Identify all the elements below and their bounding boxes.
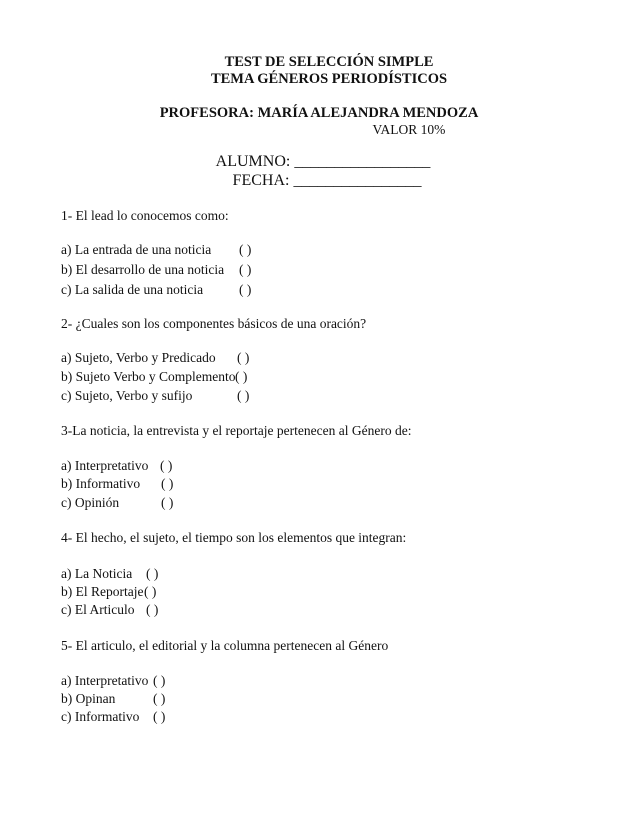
answer-mark: ( ) (146, 602, 159, 617)
teacher-name: PROFESORA: MARÍA ALEJANDRA MENDOZA (159, 105, 479, 121)
answer-mark: ( ) (161, 476, 174, 491)
answer-mark: ( ) (235, 369, 248, 384)
test-value: VALOR 10% (372, 122, 446, 137)
title-line-2: TEMA GÉNEROS PERIODÍSTICOS (210, 71, 448, 87)
answer-mark: ( ) (239, 242, 252, 257)
option-label: c) El Articulo (61, 602, 135, 617)
option-label: b) El Reportaje (61, 584, 144, 599)
answer-mark: ( ) (153, 673, 166, 688)
answer-mark: ( ) (239, 262, 252, 277)
question-1: 1- El lead lo conocemos como: (61, 208, 229, 223)
answer-mark: ( ) (146, 566, 159, 581)
option-label: b) Sujeto Verbo y Complemento (61, 369, 236, 384)
option-label: a) Sujeto, Verbo y Predicado (61, 350, 216, 365)
title-line-1: TEST DE SELECCIÓN SIMPLE (224, 54, 434, 70)
student-field: ALUMNO: _________________ (215, 153, 431, 170)
option-label: a) Interpretativo (61, 673, 149, 688)
option-label: a) La entrada de una noticia (61, 242, 212, 257)
option-label: b) Informativo (61, 476, 141, 491)
option-label: a) Interpretativo (61, 458, 149, 473)
date-field: FECHA: ________________ (232, 172, 422, 189)
option-label: c) Opinión (61, 495, 120, 510)
question-2: 2- ¿Cuales son los componentes básicos de una oración? (61, 316, 367, 331)
option-label: c) La salida de una noticia (61, 282, 204, 297)
answer-mark: ( ) (144, 584, 157, 599)
answer-mark: ( ) (153, 709, 166, 724)
question-5: 5- El articulo, el editorial y la columna pertenecen al Género (61, 638, 389, 653)
answer-mark: ( ) (239, 282, 252, 297)
question-3: 3-La noticia, la entrevista y el reportaje pertenecen al Género de: (61, 423, 412, 438)
answer-mark: ( ) (160, 458, 173, 473)
answer-mark: ( ) (237, 350, 250, 365)
answer-mark: ( ) (153, 691, 166, 706)
option-label: c) Informativo (61, 709, 140, 724)
option-label: a) La Noticia (61, 566, 133, 581)
option-label: b) El desarrollo de una noticia (61, 262, 225, 277)
answer-mark: ( ) (161, 495, 174, 510)
question-4: 4- El hecho, el sujeto, el tiempo son los elementos que integran: (61, 530, 407, 545)
option-label: c) Sujeto, Verbo y sufijo (61, 388, 193, 403)
answer-mark: ( ) (237, 388, 250, 403)
option-label: b) Opinan (61, 691, 116, 706)
